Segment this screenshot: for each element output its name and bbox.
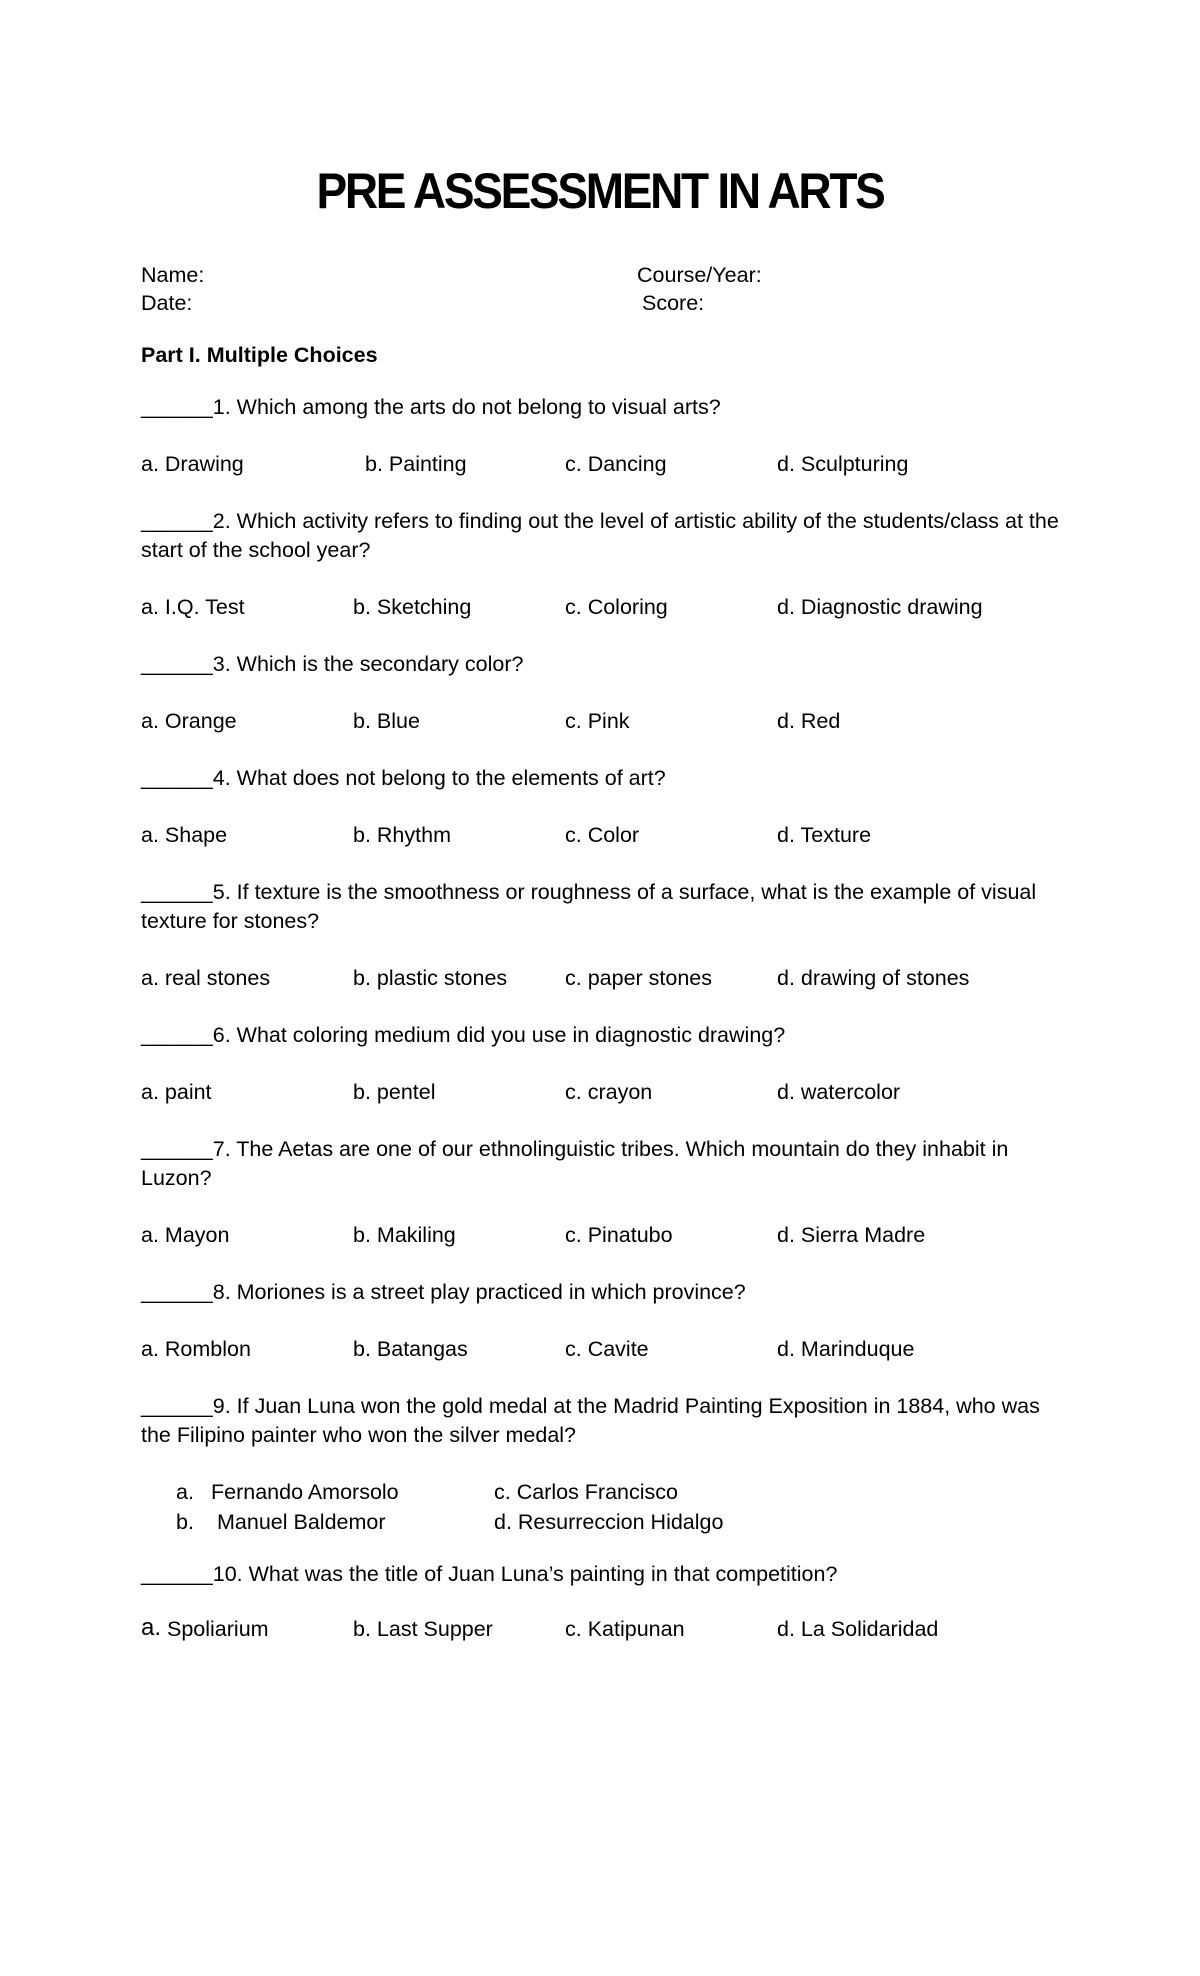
- question-4-choice-c: c. Color: [565, 823, 640, 847]
- question-8-choice-c: c. Cavite: [565, 1337, 649, 1361]
- question-2-choice-b: b. Sketching: [353, 595, 472, 619]
- question-6-choice-c: c. crayon: [565, 1080, 653, 1104]
- question-9-choice-b-text: Manuel Baldemor: [217, 1510, 386, 1534]
- question-4-text: ______4. What does not belong to the elements of art?: [141, 766, 666, 790]
- question-9-choice-a-letter: a.: [176, 1480, 194, 1504]
- question-9-choice-c: c. Carlos Francisco: [494, 1480, 678, 1504]
- question-10-text: ______10. What was the title of Juan Luna’s painting in that competition?: [141, 1562, 838, 1586]
- question-5-text: ______5. If texture is the smoothness or roughness of a surface, what is the example of visual texture for stones?: [141, 880, 1037, 933]
- question-7-choice-a: a. Mayon: [141, 1223, 230, 1247]
- question-3-text: ______3. Which is the secondary color?: [141, 652, 524, 676]
- course-year-field-label: Course/Year:: [637, 263, 762, 287]
- question-7-choice-d: d. Sierra Madre: [777, 1223, 926, 1247]
- question-10-choice-b: b. Last Supper: [353, 1617, 493, 1641]
- question-7-choice-b: b. Makiling: [353, 1223, 456, 1247]
- question-1-choice-d: d. Sculpturing: [777, 452, 909, 476]
- date-field-label: Date:: [141, 291, 193, 315]
- question-7-choice-c: c. Pinatubo: [565, 1223, 673, 1247]
- question-1-choice-c: c. Dancing: [565, 452, 667, 476]
- question-10-choice-c: c. Katipunan: [565, 1617, 685, 1641]
- question-4-choice-a: a. Shape: [141, 823, 228, 847]
- question-2-choice-a: a. I.Q. Test: [141, 595, 245, 619]
- question-10-choice-a-letter: a.: [141, 1614, 162, 1641]
- question-5-choice-b: b. plastic stones: [353, 966, 508, 990]
- question-6-choice-b: b. pentel: [353, 1080, 436, 1104]
- question-5-choice-a: a. real stones: [141, 966, 271, 990]
- question-4-choice-b: b. Rhythm: [353, 823, 451, 847]
- question-3-choice-b: b. Blue: [353, 709, 420, 733]
- question-6-text: ______6. What coloring medium did you use in diagnostic drawing?: [141, 1023, 786, 1047]
- question-1-choice-b: b. Painting: [365, 452, 467, 476]
- question-1-choice-a: a. Drawing: [141, 452, 244, 476]
- question-7-text: ______7. The Aetas are one of our ethnolinguistic tribes. Which mountain do they inhabit in Luzon?: [141, 1137, 1009, 1190]
- question-9-choice-a-text: Fernando Amorsolo: [211, 1480, 399, 1504]
- question-9-choice-b-letter: b.: [176, 1510, 194, 1534]
- question-6-choice-a: a. paint: [141, 1080, 212, 1104]
- question-2-choice-c: c. Coloring: [565, 595, 668, 619]
- question-8-choice-b: b. Batangas: [353, 1337, 468, 1361]
- question-8-choice-d: d. Marinduque: [777, 1337, 915, 1361]
- question-5-choice-c: c. paper stones: [565, 966, 713, 990]
- score-field-label: Score:: [642, 291, 705, 315]
- question-8-text: ______8. Moriones is a street play practiced in which province?: [141, 1280, 746, 1304]
- question-10-choice-a-text: Spoliarium: [167, 1617, 269, 1641]
- part-title: Part I. Multiple Choices: [141, 343, 378, 367]
- question-2-choice-d: d. Diagnostic drawing: [777, 595, 983, 619]
- question-5-choice-d: d. drawing of stones: [777, 966, 970, 990]
- question-1-text: ______1. Which among the arts do not belong to visual arts?: [141, 395, 721, 419]
- question-10-choice-d: d. La Solidaridad: [777, 1617, 939, 1641]
- question-4-choice-d: d. Texture: [777, 823, 872, 847]
- question-9-text: ______9. If Juan Luna won the gold medal at the Madrid Painting Exposition in 1884, who was the Filipino painter who won the silver medal?: [141, 1394, 1040, 1447]
- document-title: PRE ASSESSMENT IN ARTS: [316, 163, 884, 219]
- question-8-choice-a: a. Romblon: [141, 1337, 251, 1361]
- question-6-choice-d: d. watercolor: [777, 1080, 901, 1104]
- question-3-choice-a: a. Orange: [141, 709, 237, 733]
- question-9-choice-d: d. Resurreccion Hidalgo: [494, 1510, 724, 1534]
- question-3-choice-c: c. Pink: [565, 709, 630, 733]
- question-3-choice-d: d. Red: [777, 709, 841, 733]
- question-2-text: ______2. Which activity refers to finding out the level of artistic ability of the students/class at the start of the school year?: [141, 509, 1059, 562]
- name-field-label: Name:: [141, 263, 205, 287]
